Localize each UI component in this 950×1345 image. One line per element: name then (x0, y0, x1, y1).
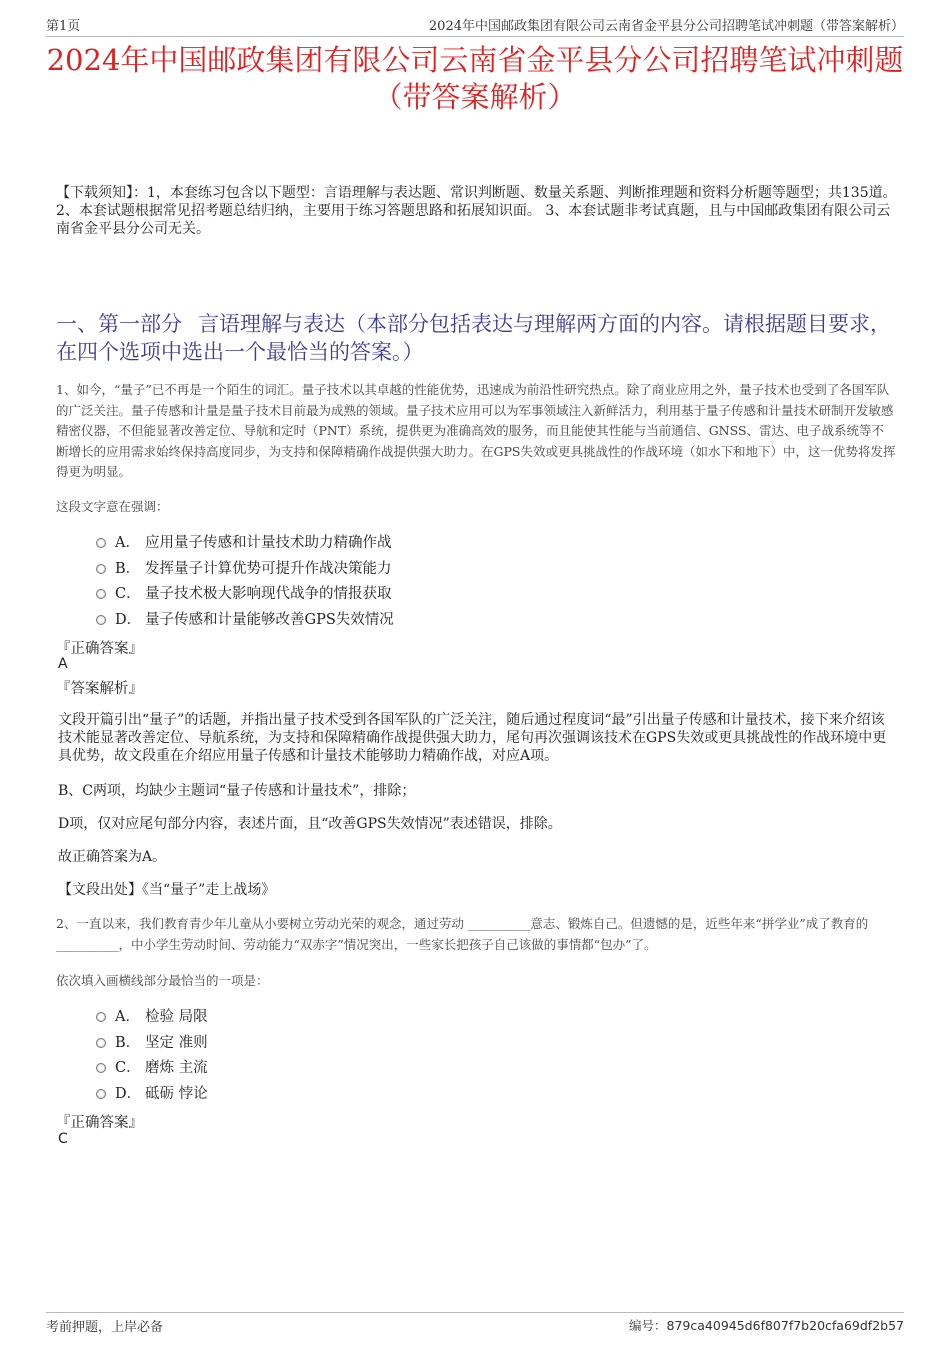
option-b[interactable]: B． 发挥量子计算优势可提升作战决策能力 (96, 555, 394, 581)
radio-icon[interactable] (96, 1063, 106, 1073)
section-heading (56, 310, 900, 366)
section-text: 言语理解与表达（本部分包括表达与理解两方面的内容。请根据题目要求，在四个选项中选出一个最恰当的答案。） (56, 312, 891, 364)
question-1-options (96, 529, 394, 631)
option-c[interactable]: C． 磨炼 主流 (96, 1054, 208, 1080)
page-header (46, 14, 904, 37)
footer-slogan: 考前押题，上岸必备 (46, 1320, 164, 1335)
option-c[interactable]: C． 量子技术极大影响现代战争的情报获取 (96, 580, 394, 606)
option-d[interactable]: D． 量子传感和计量能够改善GPS失效情况 (96, 606, 394, 632)
question-1-prompt: 这段文字意在强调： (56, 499, 169, 514)
analysis-paragraph: 故正确答案为A。 (58, 849, 167, 865)
option-a[interactable]: A． 检验 局限 (96, 1003, 208, 1029)
option-b[interactable]: B． 坚定 准则 (96, 1029, 208, 1055)
answer-value: C (58, 1131, 68, 1147)
section-number: 一、第一部分 (56, 312, 182, 336)
radio-icon[interactable] (96, 1038, 106, 1048)
source-citation: 【文段出处】《当“量子”走上战场》 (58, 882, 276, 898)
radio-icon[interactable] (96, 615, 106, 625)
radio-icon[interactable] (96, 564, 106, 574)
radio-icon[interactable] (96, 589, 106, 599)
analysis-paragraph: B、C两项，均缺少主题词“量子传感和计量技术”，排除； (58, 783, 416, 799)
document-title: 2024年中国邮政集团有限公司云南省金平县分公司招聘笔试冲刺题（带答案解析） (46, 43, 904, 114)
option-a[interactable]: A． 应用量子传感和计量技术助力精确作战 (96, 529, 394, 555)
page-number: 第1页 (46, 19, 81, 34)
analysis-label: 『答案解析』 (56, 681, 143, 697)
radio-icon[interactable] (96, 1012, 106, 1022)
answer-value: A (58, 656, 68, 672)
document-code: 编号：879ca40945d6f807f7b20cfa69df2b57 (629, 1318, 904, 1333)
radio-icon[interactable] (96, 538, 106, 548)
option-d[interactable]: D． 砥砺 悖论 (96, 1080, 208, 1106)
download-notice: 【下载须知】：1，本套练习包含以下题型：言语理解与表达题、常识判断题、数量关系题、判断推理题和资料分析题等题型；共135道。 2、本套试题根据常见招考题总结归纳，主要用于练习答题思路和拓展知识面。 3、本套试题非考试真题，且与中国邮政集团有限公司云南省金平县分公司无关。 (56, 185, 897, 237)
header-doc-title: 2024年中国邮政集团有限公司云南省金平县分公司招聘笔试冲刺题（带答案解析） (428, 19, 904, 34)
radio-icon[interactable] (96, 1089, 106, 1099)
page-footer (46, 1312, 904, 1335)
analysis-paragraph: D项，仅对应尾句部分内容，表述片面，且“改善GPS失效情况”表述错误，排除。 (58, 816, 562, 832)
analysis-paragraph: 文段开篇引出“量子”的话题，并指出量子技术受到各国军队的广泛关注，随后通过程度词“最”引出量子传感和计量技术，接下来介绍该技术能显著改善定位、导航系统，为支持和保障精确作战提供强大助力，尾句再次强调该技术在GPS失效或更具挑战性的作战环境中更具优势，故文段重在介绍应用量子传感和计量技术能够助力精确作战，对应A项。 (58, 712, 887, 764)
question-2-prompt: 依次填入画横线部分最恰当的一项是： (56, 973, 269, 988)
question-1-text: 1、如今，“量子”已不再是一个陌生的词汇。量子技术以其卓越的性能优势，迅速成为前沿性研究热点。除了商业应用之外，量子技术也受到了各国军队的广泛关注。量子传感和计量是量子技术目前最为成熟的领域。量子技术应用可以为军事领域注入新鲜活力，利用基于量子传感和计量技术研制开发敏感精密仪器，不但能显著改善定位、导航和定时（PNT）系统，提供更为准确高效的服务，而且能使其性能与当前通信、GNSS、雷达、电子战系统等不断增长的应用需求始终保持高度同步，为支持和保障精确作战提供强大助力。在GPS失效或更具挑战性的作战环境（如水下和地下）中，这一优势将发挥得更为明显。 (56, 382, 896, 479)
question-2-options (96, 1003, 208, 1105)
answer-label: 『正确答案』 (56, 641, 143, 657)
answer-label: 『正确答案』 (56, 1115, 143, 1131)
question-2-text: 2、一直以来，我们教育青少年儿童从小要树立劳动光荣的观念，通过劳动 __________意志、锻炼自己。但遗憾的是，近些年来“拼学业”成了教育的 __________，中小学生劳动时间、劳动能力“双赤字”情况突出，一些家长把孩子自己该做的事情都“包办”了。 (56, 916, 869, 952)
